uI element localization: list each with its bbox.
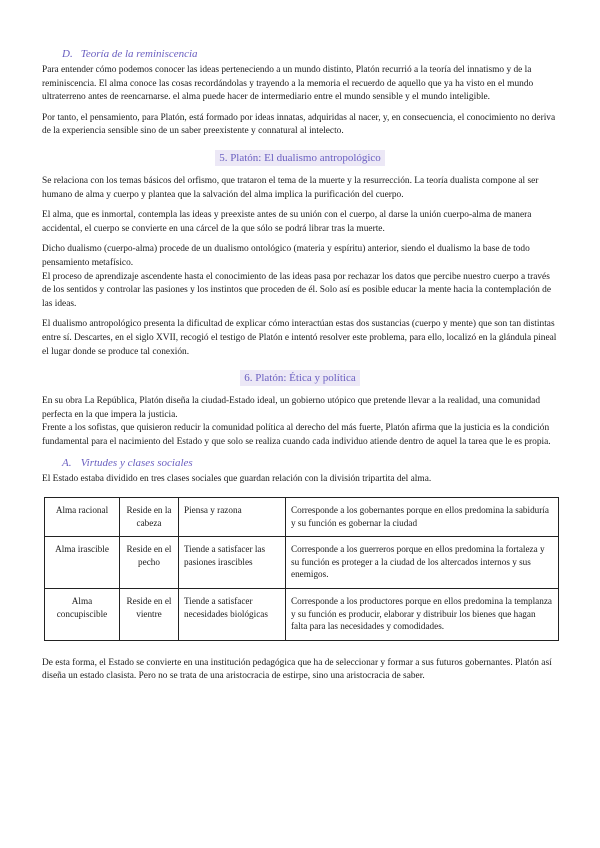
table-cell: Alma irascible [45,537,120,589]
paragraph: El dualismo antropológico presenta la dificultad de explicar cómo interactúan estas dos sustancias (cuerpo y mente) que son tan distintas entre sí. Descartes, en el siglo XVII, recogió el testigo de Platón e intentó resolver este problema, para ello, localizó en la glándula pineal el lugar donde se produce tal conexión. [42,319,557,357]
subheading-reminiscencia [62,48,558,60]
table-cell: Reside en el vientre [120,589,179,641]
subheading-number: A. [62,457,72,470]
table-cell: Tiende a satisfacer las pasiones irascibles [179,537,286,589]
table-row [45,537,559,589]
table-row [45,589,559,641]
paragraph: De esta forma, el Estado se convierte en una institución pedagógica que ha de seleccionar y formar a sus futuros gobernantes. Platón así diseña un estado clasista. Pero no se trata de una aristocracia de estirpe, sino una aristocracia de saber. [42,657,552,682]
section-heading-text: 6. Platón: Ética y política [240,370,360,386]
subheading-title: Virtudes y clases sociales [80,457,193,470]
table-row [45,498,559,537]
section-heading-etica [42,368,558,386]
table-cell: Reside en el pecho [120,537,179,589]
table-cell: Alma racional [45,498,120,537]
section-heading-text: 5. Platón: El dualismo antropológico [215,150,385,166]
table-cell: Alma concupiscible [45,589,120,641]
table-cell: Reside en la cabeza [120,498,179,537]
table-cell: Corresponde a los guerreros porque en ellos predomina la fortaleza y su función es proteger a la ciudad de los altercados internos y sus enemigos. [286,537,559,589]
paragraph: Por tanto, el pensamiento, para Platón, está formado por ideas innatas, adquiridas al nacer, y, en consecuencia, el conocimiento no deriva de la experiencia sensible sino de un saber preexistente y connatural al intelecto. [42,112,556,137]
paragraph: El alma, que es inmortal, contempla las ideas y preexiste antes de su unión con el cuerpo, al darse la unión cuerpo-alma de manera accidental, el cuerpo se convierte en una cárcel de la que sólo se podrá librar tras la muerte. [42,210,532,234]
paragraph: Se relaciona con los temas básicos del orfismo, que trataron el tema de la muerte y la resurrección. La teoría dualista compone al ser humano de alma y cuerpo y plantea que la salvación del alma implica la purificación del cuerpo. [42,175,539,200]
section-heading-dualismo [42,148,558,166]
subheading-title: Teoría de la reminiscencia [80,48,198,60]
paragraph: El Estado estaba dividido en tres clases sociales que guardan relación con la división tripartita del alma. [42,474,432,485]
table-cell: Corresponde a los productores porque en ellos predomina la templanza y su función es producir, elaborar y distribuir los bienes que hagan falta para las necesidades y comodidades. [286,589,559,641]
paragraph: Frente a los sofistas, que quisieron reducir la comunidad política al derecho del más fuerte, Platón afirma que la justicia es la condición fundamental para el nacimiento del Estado y que solo se realiza cuando cada individuo atiende dentro de aquel la tarea que le es propia. [42,423,551,447]
paragraph: Dicho dualismo (cuerpo-alma) procede de un dualismo ontológico (materia y espíritu) anterior, siendo el dualismo la base de todo pensamiento metafísico. [42,244,530,268]
subheading-virtudes [62,457,558,469]
paragraph: Para entender cómo podemos conocer las ideas perteneciendo a un mundo distinto, Platón recurrió a la teoría del innatismo y de la reminiscencia. El alma conoce las cosas recordándolas y trayendo a la memoria el recuerdo de aquello que ya ha visto en el mundo ultraterreno antes de reencarnarse. el alma puede hacer de intermediario entre el mundo sensible y el mundo inteligible. [42,65,534,103]
table-cell: Corresponde a los gobernantes porque en ellos predomina la sabiduría y su función es gobernar la ciudad [286,498,559,537]
clases-sociales-table [44,497,559,641]
table-cell: Piensa y razona [179,498,286,537]
table-cell: Tiende a satisfacer necesidades biológicas [179,589,286,641]
subheading-number: D. [62,48,73,60]
paragraph: En su obra La República, Platón diseña la ciudad-Estado ideal, un gobierno utópico que pretende llevar a la realidad, una comunidad perfecta en la que impera la justicia. [42,396,541,420]
paragraph: El proceso de aprendizaje ascendente hasta el conocimiento de las ideas pasa por rechazar los datos que percibe nuestro cuerpo a través de los sentidos y controlar las pasiones y los instintos que proceden de él. Solo así es posible educar la mente hacia la contemplación de las ideas. [42,271,551,309]
